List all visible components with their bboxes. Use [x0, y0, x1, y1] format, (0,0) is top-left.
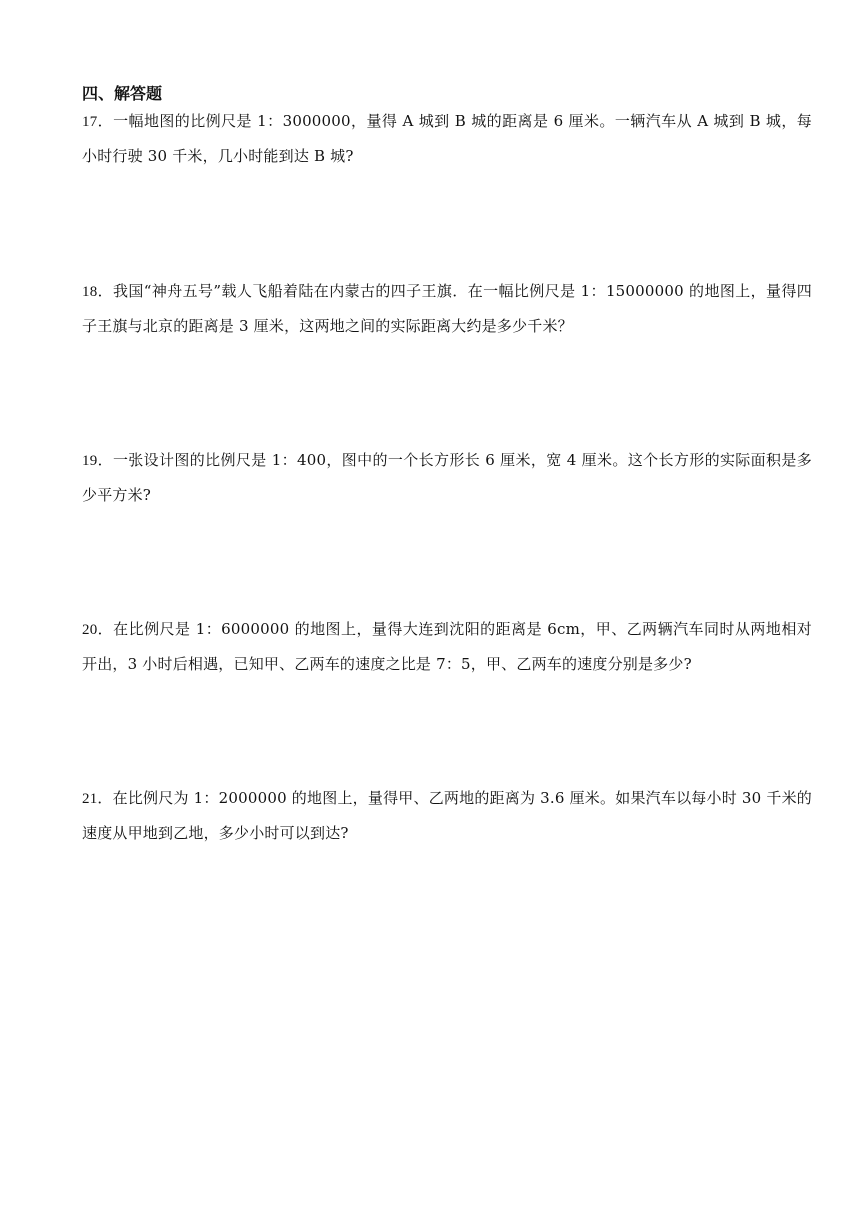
question-text: 一幅地图的比例尺是 1：3000000，量得 A 城到 B 城的距离是 6 厘米。一辆汽车从 A 城到 B 城，每小时行驶 30 千米，几小时能到达 B 城? — [82, 112, 812, 165]
question-17 — [82, 104, 812, 173]
section-heading: 四、解答题 — [82, 84, 163, 103]
question-20 — [82, 612, 812, 681]
question-19 — [82, 443, 812, 512]
question-number: 21． — [82, 791, 113, 807]
question-text: 我国“神舟五号”载人飞船着陆在内蒙古的四子王旗．在一幅比例尺是 1：15000000 的地图上，量得四子王旗与北京的距离是 3 厘米，这两地之间的实际距离大约是多少千米？ — [82, 282, 812, 335]
question-21 — [82, 781, 812, 850]
question-18 — [82, 274, 812, 343]
question-number: 18． — [82, 284, 113, 300]
question-number: 17． — [82, 114, 114, 130]
question-number: 20． — [82, 622, 114, 638]
question-number: 19． — [82, 453, 113, 469]
question-text: 在比例尺为 1：2000000 的地图上，量得甲、乙两地的距离为 3.6 厘米。如果汽车以每小时 30 千米的速度从甲地到乙地，多少小时可以到达? — [82, 789, 812, 842]
question-text: 在比例尺是 1：6000000 的地图上，量得大连到沈阳的距离是 6cm，甲、乙两辆汽车同时从两地相对开出，3 小时后相遇，已知甲、乙两车的速度之比是 7：5，甲、乙两车的速度分别是多少? — [82, 620, 812, 673]
question-text: 一张设计图的比例尺是 1：400，图中的一个长方形长 6 厘米，宽 4 厘米。这个长方形的实际面积是多少平方米? — [82, 451, 812, 504]
